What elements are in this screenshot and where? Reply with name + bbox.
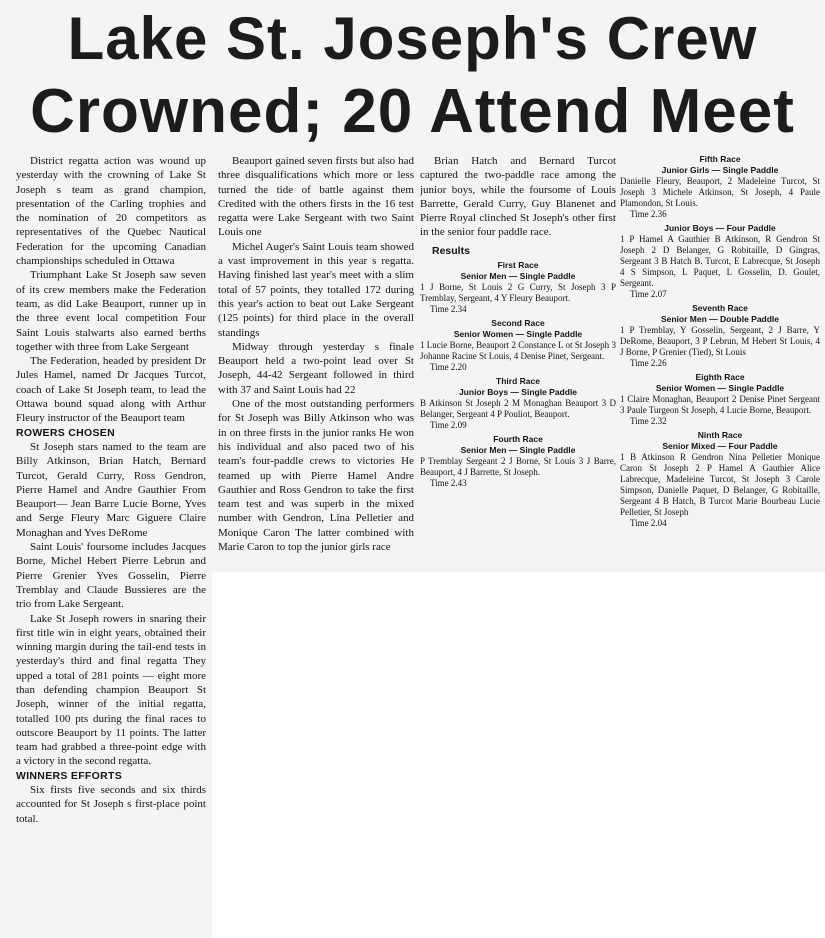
article-paragraph: Lake St Joseph rowers in snaring their first title win in eight years, obtained their winning margin during the tail-end tests in yesterday's third and final regatta They upped a total of 281 points — eight more than defending champion Beauport St Joseph, winner of the initial regatta, totalled 100 pts during the final races to outscore Beauport by 11 points. The latter team had grabbed a three-point edge with a victory in the second regatta. — [16, 612, 206, 768]
headline-line-2: Crowned; 20 Attend Meet — [30, 77, 795, 146]
race-placings: Danielle Fleury, Beauport, 2 Madeleine Turcot, St Joseph 3 Michele Atkinson, St Joseph, 4 Paule Plamondon, St Louis. — [620, 176, 820, 208]
results-heading: Results — [432, 244, 470, 257]
race-category: Senior Mixed — Four Paddle — [662, 441, 778, 451]
race-time: Time 2.26 — [630, 358, 667, 368]
article-paragraph: Midway through yesterday s finale Beauport held a two-point lead over St Joseph, 44-42 Sergeant followed in third with 37 and Saint Louis had 22 — [218, 340, 414, 396]
race-result — [420, 318, 616, 373]
race-time: Time 2.32 — [630, 416, 667, 426]
race-title: Second Race — [491, 318, 545, 329]
race-title: Eighth Race — [695, 372, 745, 382]
article-column-2 — [218, 154, 414, 572]
race-title: First Race — [497, 260, 539, 271]
race-category: Senior Men — Single Paddle — [460, 445, 576, 456]
race-placings: 1 B Atkinson R Gendron Nina Pelletier Monique Caron St Joseph 2 P Hamel A Gauthier Alice Labrecque, Madeleine Turcot, St Joseph 3 Carole Simpson, Danielle Paquet, D Belanger, G Robitaille, Sergeant 4 B Hatch, B Turcot Marie Bourbeau Lucie Pelletier, St Joseph — [620, 452, 820, 517]
article-column-1 — [16, 154, 206, 934]
article-paragraph: District regatta action was wound up yesterday with the crowning of Lake St Joseph s team as grand champion, presentation of the Carling trophies and the nomination of 20 competitors as representatives of the Quebec Nautical Federation for the upcoming Canadian championships scheduled in Ottawa — [16, 155, 206, 268]
article-paragraph: One of the most outstanding performers for St Joseph was Billy Atkinson who was in on three firsts in the junior ranks He won his individual and also paced two of his team's four-paddle crews to victories He teamed up with Pierre Hamel Andre Gauthier and Ross Gendron to take the first team test and was superb in the mixed number with Gendron, Lina Pelletier and Monique Caron The latter combined with Marie Caron to top the junior girls race — [218, 398, 414, 554]
article-paragraph: Six firsts five seconds and six thirds accounted for St Joseph s first-place point total. — [16, 784, 206, 825]
race-category: Senior Women — Single Paddle — [453, 329, 583, 340]
race-time: Time 2.09 — [430, 420, 467, 431]
article-paragraph: St Joseph stars named to the team are Billy Atkinson, Brian Hatch, Bernard Turcot, Gerald Curry, Ross Gendron, Pierre Hamel and Andre Gauthier From Beauport— Jean Barre Lucie Borne, Yves and Serge Fleury Marc Giguere Claire Monaghan and Yves DeRome — [16, 440, 206, 539]
race-placings: P Tremblay Sergeant 2 J Borne, St Louis 3 J Barre, Beauport, 4 J Barrette, St Joseph. — [420, 456, 616, 478]
subheading-rowers-chosen: ROWERS CHOSEN — [16, 426, 115, 439]
race-category: Junior Boys — Single Paddle — [458, 387, 578, 398]
article-column-4 — [620, 154, 820, 572]
race-title: Fifth Race — [699, 154, 741, 164]
article-paragraph: The Federation, headed by president Dr Jules Hamel, named Dr Jacques Turcot, coach of Lake St Joseph team, to lead the Ottawa bound squad along with Arthur Fleury instructor of the Beauport team — [16, 355, 206, 425]
race-result — [420, 260, 616, 315]
headline-line-1: Lake St. Joseph's Crew — [67, 5, 758, 72]
race-placings: 1 Claire Monaghan, Beauport 2 Denise Pinet Sergeant 3 Paule Turgeon St Joseph, 4 Lucie Borne, Beauport. — [620, 394, 820, 415]
race-category: Junior Boys — Four Paddle — [664, 223, 776, 233]
race-placings: 1 P Hamel A Gauthier B Atkinson, R Gendron St Joseph 2 D Belanger, G Robitaille, D Gingras, Sergeant 3 B Hatch B. Turcot, E Labrecque, St Joseph 4 S Simpson, L Paquet, L Gosselin, D. Goulet, Sergeant. — [620, 234, 820, 288]
race-result — [420, 376, 616, 431]
race-placings: 1 P Tremblay, Y Gosselin, Sergeant, 2 J Barre, Y DeRome, Beauport, 3 P Lebrun, M Hebert St Louis, 4 J Borne, P Grenier (Tied), St Louis — [620, 325, 820, 357]
race-placings: 1 J Borne, St Louis 2 G Curry, St Joseph 3 P Tremblay, Sergeant, 4 Y Fleury Beauport. — [420, 282, 616, 304]
race-result — [620, 154, 820, 220]
race-time: Time 2.20 — [430, 362, 467, 373]
race-time: Time 2.36 — [630, 209, 667, 219]
race-result — [620, 430, 820, 529]
article-paragraph: Brian Hatch and Bernard Turcot captured the two-paddle race among the junior boys, while the foursome of Louis Barrette, Gerald Curry, Guy Blanenet and Pierre Royal clinched St Joseph's other first in the senior four paddle race. — [420, 155, 616, 239]
race-title: Third Race — [496, 376, 540, 387]
race-category: Senior Men — Double Paddle — [660, 314, 780, 324]
article-paragraph: Michel Auger's Saint Louis team showed a vast improvement in this year s regatta. Having finished last year's meet with a slim total of 57 points, they totalled 172 during this year's action to beat out Lake Sergeant (125 points) for third place in the overall standings — [218, 240, 414, 339]
headline — [0, 0, 825, 152]
race-time: Time 2.07 — [630, 289, 667, 299]
article-paragraph: Beauport gained seven firsts but also had three disqualifications which more or less turned the tide of battle against them Credited with the others firsts in the 16 test regatta were Lake Sergeant with two Saint Louis one — [218, 155, 414, 239]
race-time: Time 2.04 — [630, 518, 667, 528]
article-paragraph: Saint Louis' foursome includes Jacques Borne, Michel Hebert Pierre Lebrun and Pierre Grenier Yves Gosselin, Pierre Tremblay and Claude Bussieres are the trio from Lake Sergeant. — [16, 541, 206, 611]
race-result — [620, 303, 820, 369]
race-title: Seventh Race — [692, 303, 748, 313]
article-column-3 — [420, 154, 616, 572]
race-result — [620, 372, 820, 427]
subheading-winners-efforts: WINNERS EFFORTS — [16, 769, 122, 782]
race-title: Fourth Race — [493, 434, 543, 445]
race-placings: 1 Lucie Borne, Beauport 2 Constance L ot St Joseph 3 Johanne Racine St Louis, 4 Denise Pinet, Sergeant. — [420, 340, 616, 362]
race-result — [620, 223, 820, 300]
race-title: Ninth Race — [697, 430, 743, 440]
race-category: Senior Women — Single Paddle — [655, 383, 785, 393]
article-paragraph: Triumphant Lake St Joseph saw seven of its crew members make the Federation team, as did Lake Beauport, runner up in the three event local competition Four Saint Louis stalwarts also earned berths together with three from Lake Sergeant — [16, 269, 206, 353]
race-category: Junior Girls — Single Paddle — [661, 165, 779, 175]
race-time: Time 2.43 — [430, 478, 467, 489]
race-category: Senior Men — Single Paddle — [460, 271, 576, 282]
race-time: Time 2.34 — [430, 304, 467, 315]
race-placings: B Atkinson St Joseph 2 M Monaghan Beauport 3 D Belanger, Sergeant 4 P Pouliot, Beauport. — [420, 398, 616, 420]
race-result — [420, 434, 616, 489]
